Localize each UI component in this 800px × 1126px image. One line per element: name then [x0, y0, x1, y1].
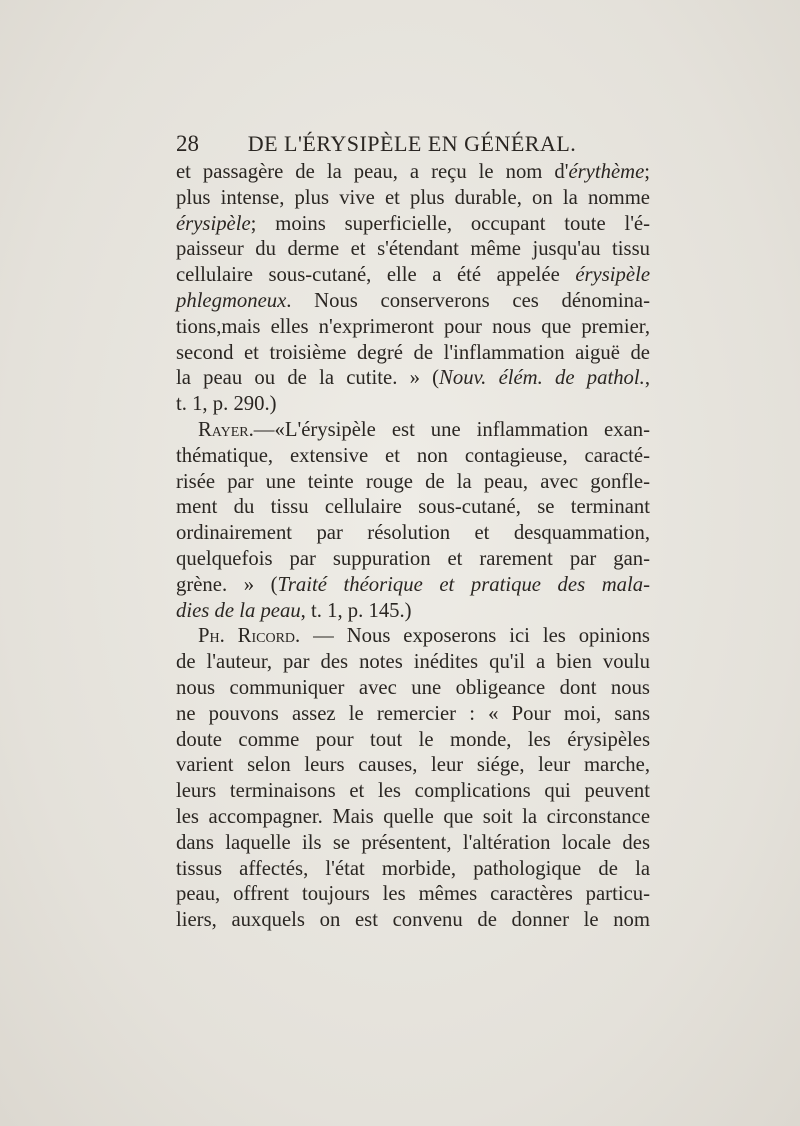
text-line: dies de la peau, t. 1, p. 145.) [176, 599, 412, 622]
text-line: tions,mais elles n'exprimeront pour nous que premier, [176, 315, 650, 338]
text-line: plus intense, plus vive et plus durable, on la nomme [176, 186, 650, 209]
page-number: 28 [176, 131, 199, 156]
paragraph-start-rayer: Rayer.—«L'érysipèle est une inflammation exan- [198, 418, 650, 441]
text-line: de l'auteur, par des notes inédites qu'il a bien voulu [176, 651, 650, 674]
text-line: liers, auxquels on est convenu de donner le nom [176, 909, 650, 932]
text-line: peau, offrent toujours les mêmes caractères particu- [176, 883, 650, 906]
page-header [176, 128, 650, 160]
body-text [176, 160, 650, 934]
text-line: nous communiquer avec une obligeance dont nous [176, 676, 650, 699]
text-line: les accompagner. Mais quelle que soit la circonstance [176, 805, 650, 828]
text-line: thématique, extensive et non contagieuse, caracté- [176, 444, 650, 467]
text-line: grène. » (Traité théorique et pratique des mala- [176, 573, 650, 596]
author-name: Rayer. [198, 418, 254, 441]
text-line: leurs terminaisons et les complications qui peuvent [176, 780, 650, 803]
text-line: ment du tissu cellulaire sous-cutané, se terminant [176, 496, 650, 519]
text-line: érysipèle; moins superficielle, occupant toute l'é- [176, 212, 650, 235]
author-name: Ph. Ricord. [198, 625, 301, 648]
text-line: ordinairement par résolution et desquammation, [176, 522, 650, 545]
text-line: dans laquelle ils se présentent, l'altération locale des [176, 831, 650, 854]
text-line: varient selon leurs causes, leur siége, leur marche, [176, 754, 650, 777]
text-line: cellulaire sous-cutané, elle a été appelée érysipèle [176, 264, 650, 287]
text-line: doute comme pour tout le monde, les érysipèles [176, 728, 650, 751]
text-line: la peau ou de la cutite. » (Nouv. élém. de pathol., [176, 367, 650, 390]
text-line: et passagère de la peau, a reçu le nom d'érythème; [176, 161, 650, 183]
text-line: risée par une teinte rouge de la peau, avec gonfle- [176, 470, 650, 493]
text-line: tissus affectés, l'état morbide, pathologique de la [176, 857, 650, 880]
text-line: paisseur du derme et s'étendant même jusqu'au tissu [176, 238, 650, 261]
text-line: quelquefois par suppuration et rarement par gan- [176, 547, 650, 570]
running-title: DE L'ÉRYSIPÈLE EN GÉNÉRAL. [247, 131, 577, 156]
paragraph-start-ricord: Ph. Ricord. — Nous exposerons ici les opinions [198, 625, 650, 648]
text-line: phlegmoneux. Nous conserverons ces dénomina- [176, 289, 650, 312]
text-line: ne pouvons assez le remercier : « Pour moi, sans [176, 702, 650, 725]
text-line: second et troisième degré de l'inflammation aiguë de [176, 341, 650, 364]
text-line: t. 1, p. 290.) [176, 393, 277, 416]
